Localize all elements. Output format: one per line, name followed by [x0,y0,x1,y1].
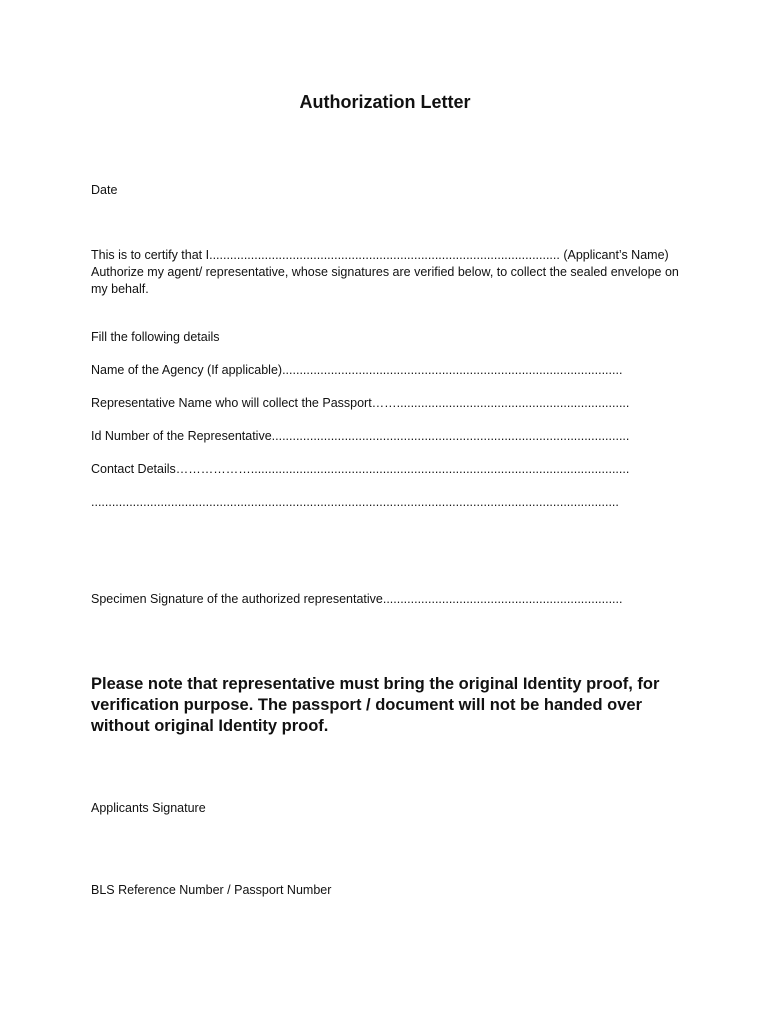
date-label: Date [91,183,118,197]
identity-proof-notice: Please note that representative must bring the original Identity proof, for verification purpose. The passport / document will not be handed over without original Identity proof. [91,675,660,735]
contact-details-field: Contact Details………………............................................................................................................. [91,462,630,476]
contact-details-continuation-line: ........................................................................................................................................................ [91,495,619,509]
representative-name-field: Representative Name who will collect the Passport……................................................................... [91,396,630,410]
specimen-signature-field: Specimen Signature of the authorized representative..................................................................... [91,592,623,606]
applicant-signature-label: Applicants Signature [91,801,206,815]
document-title: Authorization Letter [299,92,471,112]
representative-id-field: Id Number of the Representative....................................................................................................... [91,429,630,443]
agency-name-field: Name of the Agency (If applicable).................................................................................................. [91,363,623,377]
fill-details-intro: Fill the following details [91,330,220,344]
certify-paragraph: This is to certify that I..................................................................................................... (Applicant’s Name) Authorize my agent/ representative, whose signatures are verified below, to collect the sealed envelope on my behalf. [91,248,679,296]
reference-number-label: BLS Reference Number / Passport Number [91,883,332,897]
